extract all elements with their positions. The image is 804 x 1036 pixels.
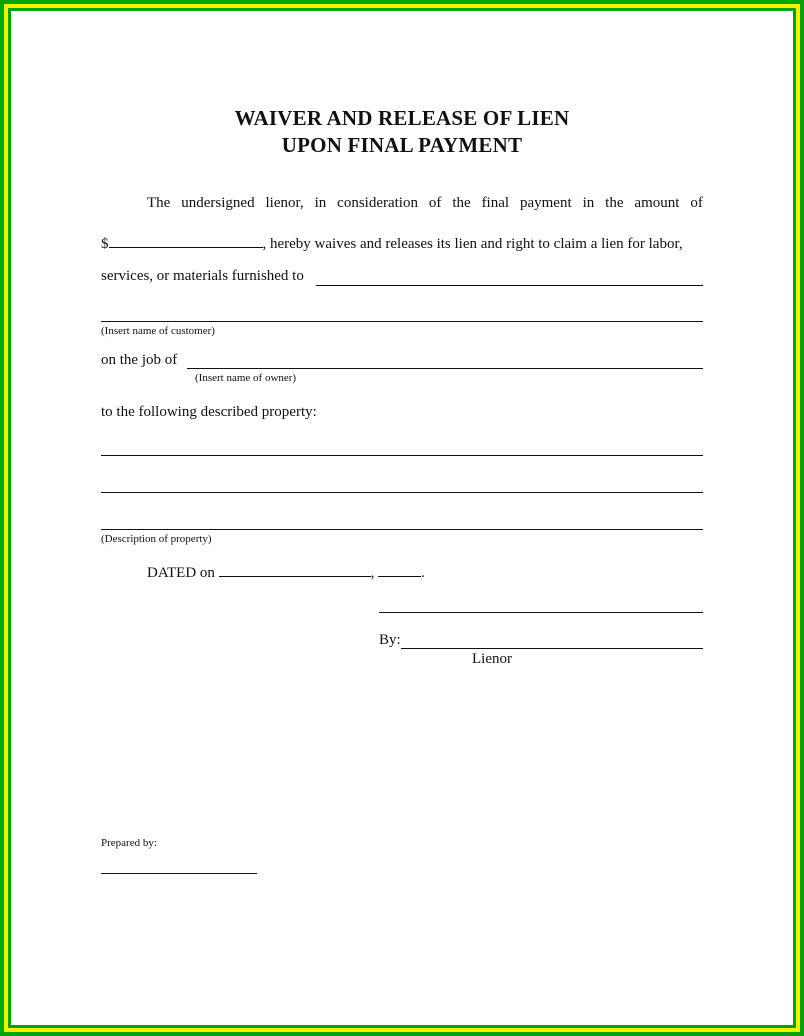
by-label: By: xyxy=(379,632,401,648)
job-label: on the job of xyxy=(101,352,178,368)
paragraph-line-1-word: the xyxy=(605,195,624,211)
amount-prefix: $ xyxy=(101,236,109,252)
paragraph-line-2-text: , hereby waives and releases its lien and right to claim a lien for labor, xyxy=(262,236,683,252)
paragraph-line-2 xyxy=(101,232,683,253)
dated-comma: , xyxy=(370,565,375,581)
paragraph-line-3 xyxy=(101,268,304,285)
customer-name-field-line-2[interactable] xyxy=(101,321,703,322)
materials-furnished-label: services, or materials furnished to xyxy=(101,268,304,284)
paragraph-line-1-word: The xyxy=(147,195,171,211)
document-title-line-2: UPON FINAL PAYMENT xyxy=(281,133,523,157)
paragraph-line-1-word: undersigned xyxy=(181,195,255,211)
paragraph-line-1 xyxy=(147,195,703,212)
paragraph-line-1-word: in xyxy=(314,195,327,211)
prepared-by-label: Prepared by: xyxy=(101,837,157,849)
paragraph-line-1-word: final xyxy=(481,195,510,211)
document-title-line-1: WAIVER AND RELEASE OF LIEN xyxy=(234,106,570,130)
owner-name-field[interactable] xyxy=(187,368,703,369)
year-field[interactable] xyxy=(378,561,421,577)
property-field-line-2[interactable] xyxy=(101,492,703,493)
by-signature-field[interactable] xyxy=(401,648,703,649)
prepared-by-field[interactable] xyxy=(101,873,257,874)
property-label: to the following described property: xyxy=(101,404,317,420)
lienor-label: Lienor xyxy=(472,651,512,667)
paragraph-line-1-word: payment xyxy=(519,195,572,211)
dated-line xyxy=(147,561,425,582)
paragraph-line-1-word: of xyxy=(690,195,703,211)
paragraph-line-1-word: the xyxy=(452,195,471,211)
property-caption: (Description of property) xyxy=(101,533,212,545)
owner-caption: (Insert name of owner) xyxy=(195,372,297,384)
customer-caption: (Insert name of customer) xyxy=(101,325,215,337)
page-frame-inner xyxy=(4,4,800,1032)
paragraph-line-1-word: amount xyxy=(634,195,680,211)
amount-field[interactable] xyxy=(109,232,263,248)
document-page xyxy=(11,11,793,1025)
customer-name-field[interactable] xyxy=(316,285,703,286)
property-field-line-3[interactable] xyxy=(101,529,703,530)
property-field-line-1[interactable] xyxy=(101,455,703,456)
signature-line[interactable] xyxy=(379,612,703,613)
date-field[interactable] xyxy=(219,561,371,577)
paragraph-line-1-word: of xyxy=(428,195,442,211)
paragraph-line-1-word: consideration xyxy=(337,195,418,211)
paragraph-line-1-word: in xyxy=(582,195,595,211)
dated-label: DATED on xyxy=(147,565,215,581)
page-frame-border xyxy=(8,8,796,1028)
paragraph-line-1-word: lienor, xyxy=(265,195,304,211)
dated-period: . xyxy=(421,565,425,581)
